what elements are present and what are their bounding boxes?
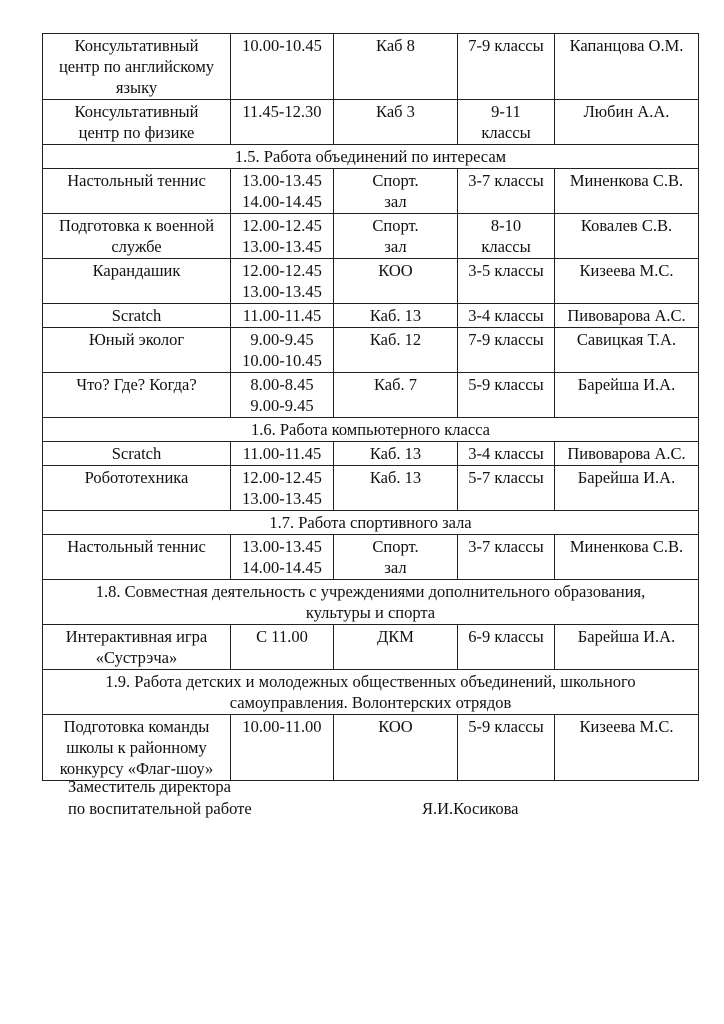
teacher-cell-line: Пивоварова А.С. <box>567 444 686 463</box>
table-row <box>43 625 699 670</box>
grades-cell <box>458 328 555 373</box>
time-cell-line: 14.00-14.45 <box>242 558 322 577</box>
grades-cell <box>458 625 555 670</box>
activity-cell-line: Настольный теннис <box>67 171 206 190</box>
activity-cell-line: Scratch <box>111 444 162 463</box>
table-row <box>43 535 699 580</box>
position-line-2: по воспитательной работе <box>68 799 252 818</box>
activity-cell <box>43 34 231 100</box>
table-row <box>43 100 699 145</box>
section-title-line: 1.5. Работа объединений по интересам <box>234 147 507 166</box>
grades-cell <box>458 466 555 511</box>
activity-cell <box>43 214 231 259</box>
activity-cell <box>43 169 231 214</box>
teacher-cell <box>555 715 699 781</box>
grades-cell <box>458 169 555 214</box>
room-cell <box>334 373 458 418</box>
teacher-cell <box>555 169 699 214</box>
room-cell <box>334 304 458 328</box>
section-title <box>43 580 699 625</box>
time-cell-line: 13.00-13.45 <box>242 537 322 556</box>
time-cell <box>231 214 334 259</box>
section-title <box>43 670 699 715</box>
teacher-cell-line: Савицкая Т.А. <box>576 330 677 349</box>
room-cell-line: Спорт. <box>372 216 419 235</box>
time-cell-line: 13.00-13.45 <box>242 282 322 301</box>
teacher-cell-line: Барейша И.А. <box>577 375 676 394</box>
grades-cell <box>458 304 555 328</box>
teacher-cell <box>555 442 699 466</box>
section-header-row <box>43 580 699 625</box>
room-cell-line: Каб. 13 <box>369 306 422 325</box>
activity-cell-line: Scratch <box>111 306 162 325</box>
room-cell-line: Каб. 13 <box>369 444 422 463</box>
grades-cell-line: 3-7 классы <box>468 171 544 190</box>
table-row <box>43 169 699 214</box>
teacher-cell-line: Барейша И.А. <box>577 468 676 487</box>
teacher-cell-line: Миненкова С.В. <box>569 171 684 190</box>
room-cell-line: зал <box>384 192 407 211</box>
table-row <box>43 442 699 466</box>
teacher-cell <box>555 259 699 304</box>
time-cell-line: 9.00-9.45 <box>250 330 314 349</box>
time-cell <box>231 259 334 304</box>
activity-cell-line: Подготовка команды <box>63 717 210 736</box>
time-cell-line: 13.00-13.45 <box>242 489 322 508</box>
teacher-cell-line: Кизеева М.С. <box>579 717 674 736</box>
grades-cell-line: 5-7 классы <box>468 468 544 487</box>
time-cell <box>231 715 334 781</box>
section-header-row <box>43 511 699 535</box>
teacher-cell-line: Пивоварова А.С. <box>567 306 686 325</box>
room-cell <box>334 535 458 580</box>
section-header-row <box>43 670 699 715</box>
teacher-cell <box>555 34 699 100</box>
time-cell <box>231 169 334 214</box>
section-title-line: 1.7. Работа спортивного зала <box>269 513 472 532</box>
activity-cell <box>43 373 231 418</box>
grades-cell <box>458 100 555 145</box>
activity-cell-line: языку <box>115 78 158 97</box>
grades-cell <box>458 259 555 304</box>
grades-cell-line: 7-9 классы <box>468 330 544 349</box>
room-cell <box>334 34 458 100</box>
time-cell-line: 11.00-11.45 <box>242 306 322 325</box>
room-cell-line: ДКМ <box>377 627 414 646</box>
signatory-name: Я.И.Косикова <box>422 799 519 818</box>
teacher-cell <box>555 328 699 373</box>
schedule-body <box>43 34 699 781</box>
table-row <box>43 304 699 328</box>
activity-cell-line: школы к районному <box>66 738 207 757</box>
activity-cell <box>43 328 231 373</box>
grades-cell-line: 3-4 классы <box>468 306 544 325</box>
room-cell <box>334 214 458 259</box>
grades-cell <box>458 442 555 466</box>
time-cell-line: 12.00-12.45 <box>242 468 322 487</box>
room-cell-line: Каб. 13 <box>369 468 422 487</box>
section-title-line: самоуправления. Волонтерских отрядов <box>229 693 512 712</box>
room-cell-line: зал <box>384 237 407 256</box>
time-cell-line: 11.45-12.30 <box>242 102 322 121</box>
table-row <box>43 259 699 304</box>
grades-cell-line: классы <box>481 237 531 256</box>
section-title-line: 1.8. Совместная деятельность с учреждениями дополнительного образования, <box>95 582 646 601</box>
activity-cell-line: Карандашик <box>92 261 181 280</box>
teacher-cell <box>555 100 699 145</box>
activity-cell-line: конкурсу «Флаг-шоу» <box>59 759 214 778</box>
teacher-cell-line: Барейша И.А. <box>577 627 676 646</box>
time-cell <box>231 100 334 145</box>
room-cell <box>334 169 458 214</box>
room-cell-line: Каб 3 <box>376 102 415 121</box>
time-cell-line: С 11.00 <box>256 627 308 646</box>
signature-block <box>68 776 688 820</box>
activity-cell-line: «Сустрэча» <box>95 648 178 667</box>
table-row <box>43 328 699 373</box>
activity-cell-line: центр по английскому <box>58 57 215 76</box>
activity-cell <box>43 466 231 511</box>
time-cell-line: 13.00-13.45 <box>242 237 322 256</box>
activity-cell-line: центр по физике <box>78 123 195 142</box>
time-cell-line: 11.00-11.45 <box>242 444 322 463</box>
section-header-row <box>43 145 699 169</box>
teacher-cell-line: Капанцова О.М. <box>569 36 684 55</box>
table-row <box>43 466 699 511</box>
room-cell-line: Каб. 7 <box>373 375 417 394</box>
room-cell <box>334 259 458 304</box>
time-cell <box>231 34 334 100</box>
table-row <box>43 214 699 259</box>
time-cell-line: 10.00-10.45 <box>242 36 322 55</box>
grades-cell-line: 7-9 классы <box>468 36 544 55</box>
activity-cell <box>43 100 231 145</box>
activity-cell <box>43 625 231 670</box>
time-cell <box>231 466 334 511</box>
section-title <box>43 511 699 535</box>
room-cell-line: Каб 8 <box>376 36 415 55</box>
activity-cell <box>43 715 231 781</box>
room-cell <box>334 625 458 670</box>
teacher-cell <box>555 625 699 670</box>
activity-cell <box>43 304 231 328</box>
schedule-table <box>42 33 699 781</box>
time-cell-line: 12.00-12.45 <box>242 216 322 235</box>
grades-cell <box>458 214 555 259</box>
section-title <box>43 418 699 442</box>
activity-cell <box>43 442 231 466</box>
room-cell-line: зал <box>384 558 407 577</box>
activity-cell-line: Настольный теннис <box>67 537 206 556</box>
teacher-cell <box>555 535 699 580</box>
time-cell-line: 14.00-14.45 <box>242 192 322 211</box>
activity-cell-line: Робототехника <box>84 468 189 487</box>
room-cell <box>334 328 458 373</box>
teacher-cell <box>555 214 699 259</box>
teacher-cell-line: Кизеева М.С. <box>579 261 674 280</box>
section-title-line: культуры и спорта <box>305 603 436 622</box>
table-row <box>43 715 699 781</box>
time-cell-line: 9.00-9.45 <box>250 396 314 415</box>
grades-cell <box>458 34 555 100</box>
activity-cell-line: Что? Где? Когда? <box>76 375 197 394</box>
activity-cell-line: службе <box>111 237 162 256</box>
table-row <box>43 34 699 100</box>
activity-cell <box>43 535 231 580</box>
activity-cell-line: Подготовка к военной <box>58 216 215 235</box>
grades-cell-line: 5-9 классы <box>468 375 544 394</box>
section-title-line: 1.9. Работа детских и молодежных общественных объединений, школьного <box>105 672 636 691</box>
teacher-cell-line: Ковалев С.В. <box>580 216 673 235</box>
room-cell <box>334 100 458 145</box>
room-cell-line: КОО <box>378 717 413 736</box>
room-cell <box>334 442 458 466</box>
activity-cell-line: Консультативный <box>74 102 199 121</box>
time-cell-line: 13.00-13.45 <box>242 171 322 190</box>
room-cell-line: КОО <box>378 261 413 280</box>
section-header-row <box>43 418 699 442</box>
room-cell-line: Спорт. <box>372 171 419 190</box>
grades-cell-line: 3-5 классы <box>468 261 544 280</box>
time-cell <box>231 442 334 466</box>
room-cell-line: Спорт. <box>372 537 419 556</box>
teacher-cell <box>555 304 699 328</box>
teacher-cell-line: Миненкова С.В. <box>569 537 684 556</box>
room-cell <box>334 466 458 511</box>
grades-cell-line: 3-4 классы <box>468 444 544 463</box>
teacher-cell <box>555 373 699 418</box>
grades-cell-line: 5-9 классы <box>468 717 544 736</box>
activity-cell-line: Юный эколог <box>88 330 185 349</box>
section-title-line: 1.6. Работа компьютерного класса <box>250 420 491 439</box>
time-cell <box>231 304 334 328</box>
table-row <box>43 373 699 418</box>
time-cell <box>231 625 334 670</box>
grades-cell <box>458 715 555 781</box>
room-cell-line: Каб. 12 <box>369 330 422 349</box>
activity-cell <box>43 259 231 304</box>
teacher-cell <box>555 466 699 511</box>
grades-cell-line: 6-9 классы <box>468 627 544 646</box>
grades-cell <box>458 535 555 580</box>
grades-cell-line: классы <box>481 123 531 142</box>
time-cell <box>231 373 334 418</box>
section-title <box>43 145 699 169</box>
time-cell-line: 10.00-10.45 <box>242 351 322 370</box>
room-cell <box>334 715 458 781</box>
time-cell-line: 8.00-8.45 <box>250 375 314 394</box>
activity-cell-line: Консультативный <box>74 36 199 55</box>
position-line-1: Заместитель директора <box>68 777 231 796</box>
time-cell-line: 12.00-12.45 <box>242 261 322 280</box>
activity-cell-line: Интерактивная игра <box>65 627 208 646</box>
time-cell <box>231 535 334 580</box>
grades-cell-line: 3-7 классы <box>468 537 544 556</box>
teacher-cell-line: Любин А.А. <box>583 102 670 121</box>
grades-cell-line: 8-10 <box>490 216 522 235</box>
grades-cell-line: 9-11 <box>491 102 521 121</box>
time-cell-line: 10.00-11.00 <box>242 717 322 736</box>
time-cell <box>231 328 334 373</box>
grades-cell <box>458 373 555 418</box>
